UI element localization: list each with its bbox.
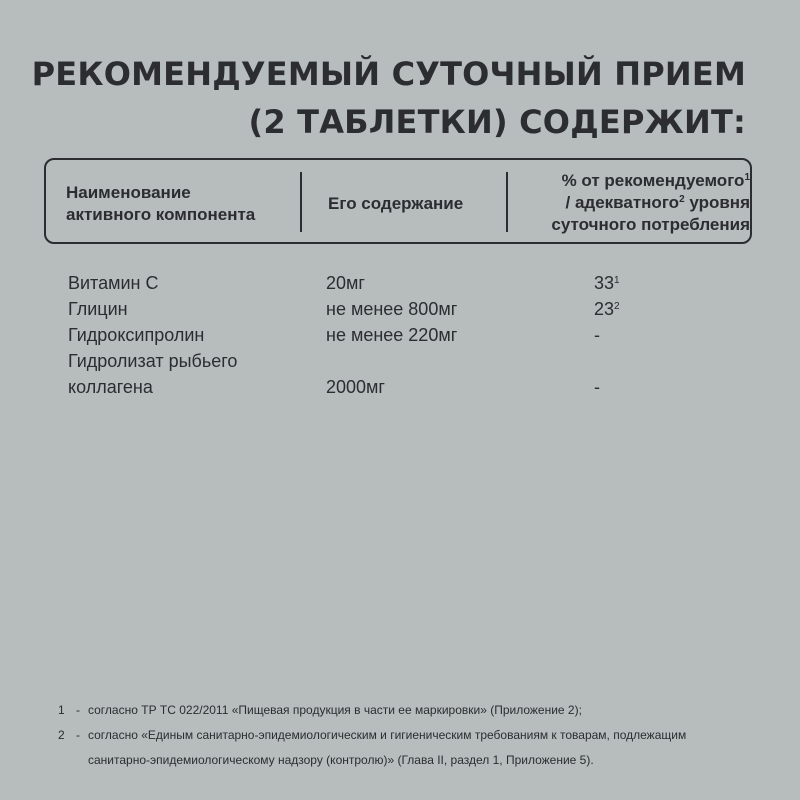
header-divider — [300, 172, 302, 232]
footnotes — [58, 698, 758, 773]
component-percent: $23^2$ — [594, 299, 620, 319]
header-percent-line-3: суточного потребления — [551, 215, 750, 234]
component-name: Гидроксипролин — [68, 325, 205, 345]
footnote-marker: 1 — [614, 275, 620, 286]
footnote-continuation: санитарно-эпидемиологическому надзору (контролю)» (Глава II, раздел 1, Приложение 5). — [88, 753, 594, 767]
footnote-marker: 1 — [744, 172, 750, 183]
header-percent-line-2b: уровня — [684, 193, 750, 212]
component-name: коллагена — [68, 377, 153, 397]
title-line-2: (2 ТАБЛЕТКИ) СОДЕРЖИТ: — [248, 103, 746, 141]
table-row — [68, 296, 708, 322]
component-percent: - — [594, 377, 600, 397]
footnote: 1 - согласно ТР ТС 022/2011 «Пищевая продукция в части ее маркировки» (Приложение 2); — [58, 703, 582, 717]
table-row — [68, 322, 708, 348]
footnote-marker: 2 — [614, 301, 620, 312]
component-amount: не менее 800мг — [326, 299, 458, 319]
component-name: Гидролизат рыбьего — [68, 351, 238, 371]
table-row — [68, 374, 708, 400]
header-divider — [506, 172, 508, 232]
footnote: 2 - согласно «Единым санитарно-эпидемиологическим и гигиеническим требованиям к товарам, подлежащим — [58, 728, 687, 742]
component-amount: не менее 220мг — [326, 325, 458, 345]
component-percent: - — [594, 325, 600, 345]
footnote-marker: 2 — [679, 194, 685, 205]
table-row — [68, 348, 708, 374]
component-name: Витамин С — [68, 273, 159, 293]
component-percent: $33^1$ — [594, 273, 620, 293]
table-row — [68, 270, 708, 296]
title-line-1: РЕКОМЕНДУЕМЫЙ СУТОЧНЫЙ ПРИЕМ — [31, 55, 746, 93]
page-title — [32, 50, 746, 146]
table-body — [68, 270, 708, 400]
component-amount: 20мг — [326, 273, 365, 293]
header-percent — [516, 170, 750, 236]
header-name-line-2: активного компонента — [66, 205, 256, 224]
header-name-line-1: Наименование — [66, 183, 191, 202]
header-percent-line-1: % от рекомендуемого — [561, 171, 745, 190]
header-percent-line-2a: / адекватного — [565, 193, 680, 212]
header-content: Его содержание — [328, 194, 464, 213]
component-amount: 2000мг — [326, 377, 385, 397]
component-name: Глицин — [68, 299, 128, 319]
table-header — [44, 158, 752, 244]
header-component-name — [66, 182, 296, 226]
